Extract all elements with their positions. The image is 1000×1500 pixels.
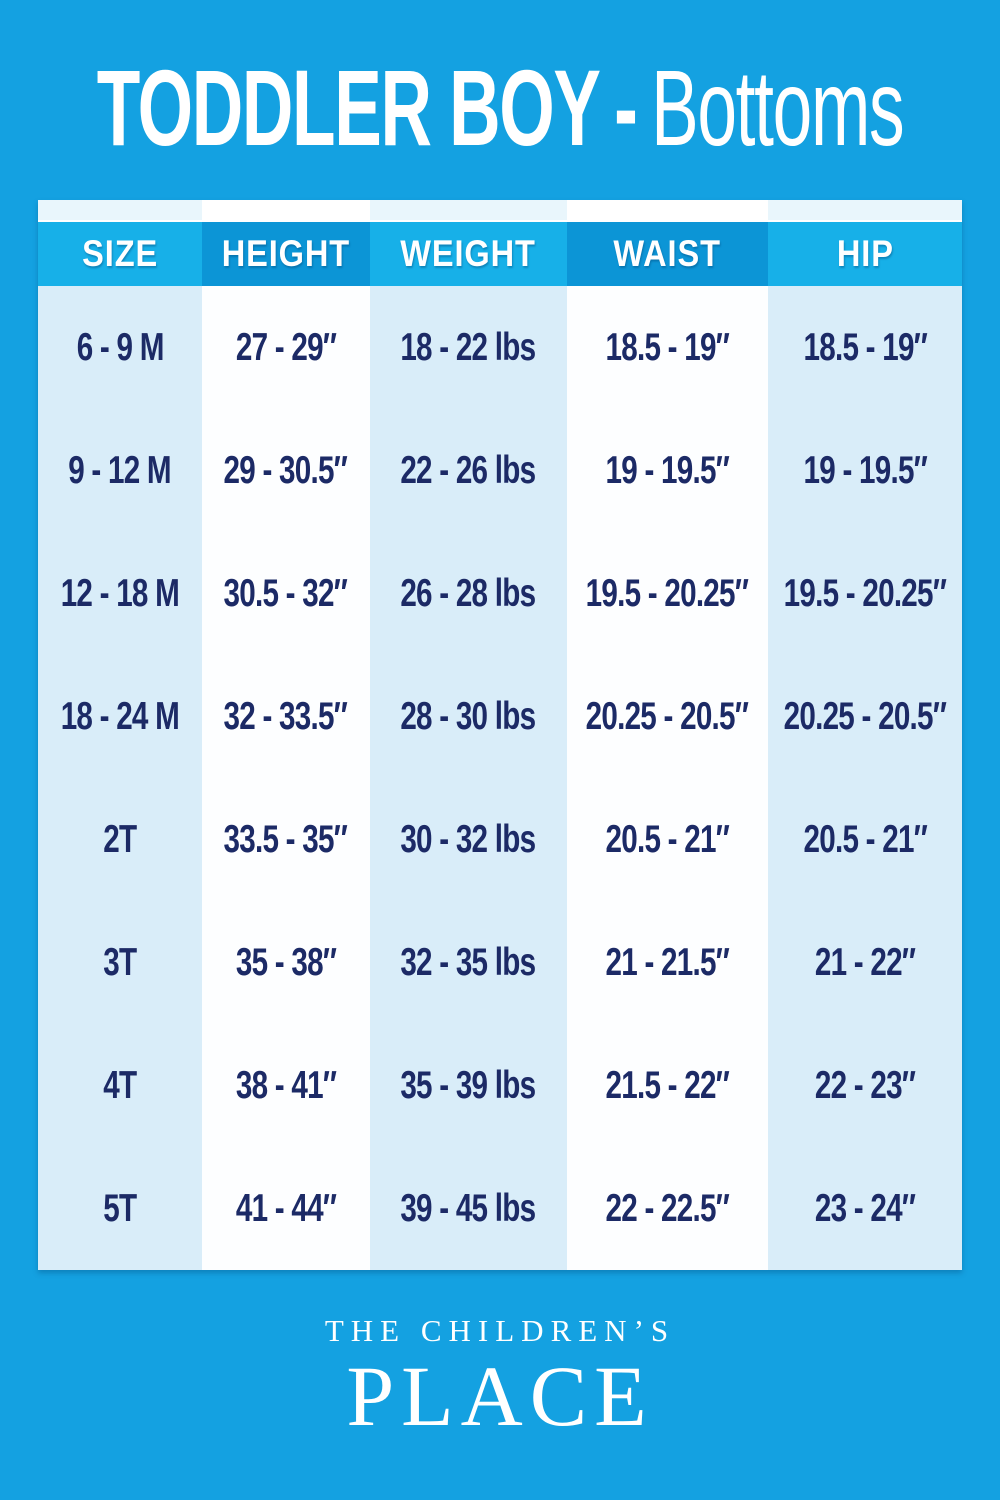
table-cell-size [38,409,202,532]
table-cell-weight [370,901,567,1024]
table-cell-size [38,1147,202,1270]
column-header-label: SIZE [81,233,158,274]
cell-value: 35 - 39 lbs [400,1063,536,1107]
table-cell-waist [567,286,768,409]
cell-value: 4T [103,1063,137,1107]
cell-value: 27 - 29″ [235,325,336,369]
cell-value: 21 - 21.5″ [605,940,730,984]
table-cell-size [38,1024,202,1147]
table-cell-hip [768,286,962,409]
table-top-strip-cell [202,200,370,222]
table-cell-hip [768,655,962,778]
table-cell-waist [567,409,768,532]
table-cell-hip [768,1147,962,1270]
cell-value: 32 - 35 lbs [400,940,536,984]
table-cell-hip [768,901,962,1024]
brand-line-the-childrens: THE CHILDREN’S [324,1313,676,1348]
table-cell-weight [370,655,567,778]
cell-value: 12 - 18 M [60,571,179,615]
cell-value: 20.5 - 21″ [803,817,927,861]
column-header-label: WEIGHT [400,233,536,274]
cell-value: 22 - 26 lbs [400,448,536,492]
table-cell-waist [567,778,768,901]
cell-value: 33.5 - 35″ [223,817,348,861]
page-title-sub: Bottoms [651,47,904,168]
cell-value: 18.5 - 19″ [803,325,927,369]
cell-value: 22 - 23″ [814,1063,916,1107]
table-cell-size [38,532,202,655]
cell-value: 19.5 - 20.25″ [783,571,947,615]
cell-value: 23 - 24″ [814,1186,916,1230]
column-header-hip [768,222,962,286]
cell-value: 19.5 - 20.25″ [585,571,749,615]
table-cell-waist [567,655,768,778]
table-cell-hip [768,778,962,901]
table-cell-size [38,286,202,409]
cell-value: 30 - 32 lbs [400,817,536,861]
brand-footer [0,1312,1000,1445]
table-cell-weight [370,1024,567,1147]
cell-value: 5T [103,1186,137,1230]
table-cell-waist [567,901,768,1024]
cell-value: 29 - 30.5″ [223,448,348,492]
cell-value: 18 - 24 M [60,694,179,738]
cell-value: 32 - 33.5″ [223,694,348,738]
table-cell-height [202,532,370,655]
table-cell-waist [567,1147,768,1270]
table-cell-height [202,286,370,409]
column-header-waist [567,222,768,286]
table-cell-size [38,778,202,901]
table-cell-height [202,901,370,1024]
brand-line-place: PLACE [346,1348,654,1445]
title-bar [0,46,1000,170]
cell-value: 20.5 - 21″ [605,817,730,861]
column-header-label: WAIST [613,233,721,274]
table-cell-waist [567,1024,768,1147]
table-cell-size [38,655,202,778]
cell-value: 22 - 22.5″ [605,1186,730,1230]
column-header-label: HEIGHT [221,233,350,274]
cell-value: 21.5 - 22″ [605,1063,730,1107]
table-top-strip-cell [567,200,768,222]
cell-value: 19 - 19.5″ [803,448,927,492]
table-cell-weight [370,286,567,409]
table-cell-weight [370,532,567,655]
column-header-size [38,222,202,286]
table-cell-height [202,1147,370,1270]
cell-value: 18.5 - 19″ [605,325,730,369]
table-top-strip-cell [768,200,962,222]
column-header-weight [370,222,567,286]
table-cell-hip [768,409,962,532]
cell-value: 3T [103,940,137,984]
table-cell-height [202,409,370,532]
table-top-strip-cell [370,200,567,222]
table-cell-weight [370,778,567,901]
page-title-separator: - [614,47,637,168]
table-cell-height [202,655,370,778]
cell-value: 9 - 12 M [68,448,172,492]
cell-value: 18 - 22 lbs [400,325,536,369]
table-cell-weight [370,1147,567,1270]
cell-value: 39 - 45 lbs [400,1186,536,1230]
page-title-main: TODDLER BOY [96,47,600,168]
size-chart-table [38,200,962,1270]
cell-value: 21 - 22″ [814,940,916,984]
cell-value: 28 - 30 lbs [400,694,536,738]
column-header-height [202,222,370,286]
column-header-label: HIP [836,233,894,274]
table-cell-hip [768,1024,962,1147]
table-cell-size [38,901,202,1024]
table-cell-weight [370,409,567,532]
cell-value: 2T [103,817,137,861]
cell-value: 41 - 44″ [235,1186,336,1230]
table-cell-waist [567,532,768,655]
cell-value: 35 - 38″ [235,940,336,984]
cell-value: 20.25 - 20.5″ [585,694,749,738]
cell-value: 30.5 - 32″ [223,571,348,615]
table-top-strip-cell [38,200,202,222]
cell-value: 38 - 41″ [235,1063,336,1107]
table-cell-hip [768,532,962,655]
cell-value: 20.25 - 20.5″ [783,694,947,738]
table-cell-height [202,1024,370,1147]
cell-value: 19 - 19.5″ [605,448,730,492]
table-cell-height [202,778,370,901]
page-title [96,46,904,170]
cell-value: 26 - 28 lbs [400,571,536,615]
cell-value: 6 - 9 M [76,325,164,369]
